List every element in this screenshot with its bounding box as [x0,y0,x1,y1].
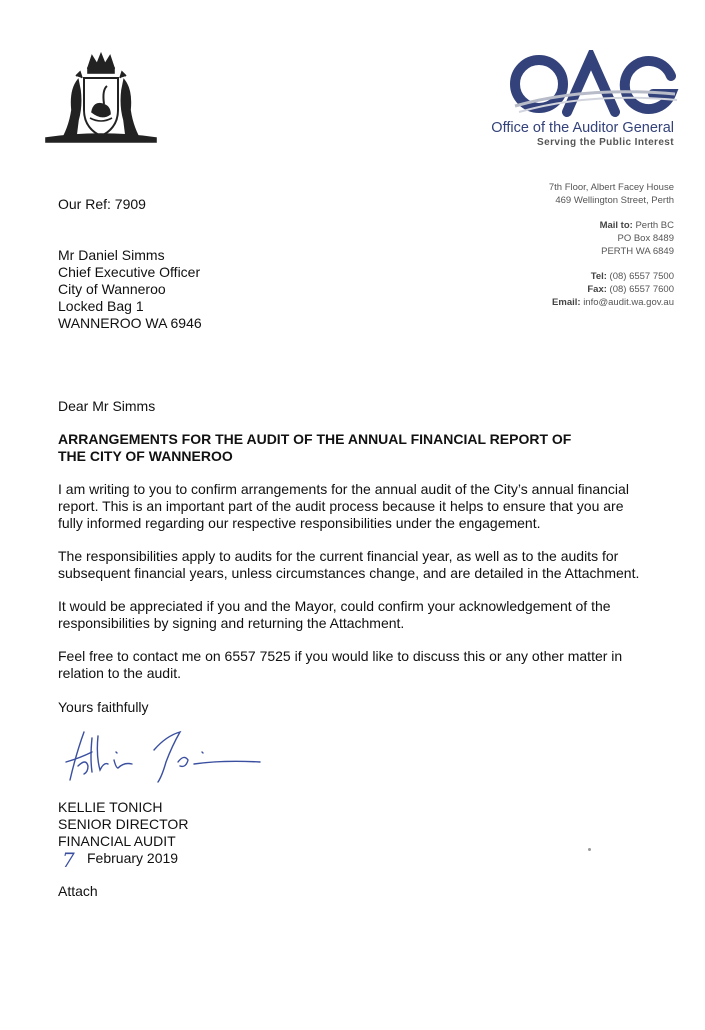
tagline: Serving the Public Interest [537,137,674,148]
signatory-block [58,799,188,850]
contact-numbers [552,270,674,309]
signatory-title: SENIOR DIRECTOR [58,816,189,832]
office-address: 7th Floor, Albert Facey House 469 Wellington Street, Perth [548,182,674,206]
email: Email: info@audit.wa.gov.au [552,297,674,308]
paragraph-4: Feel free to contact me on 6557 7525 if you would like to discuss this or any other matter in relation to the audit. [58,648,623,681]
office-name: Office of the Auditor General [491,120,674,136]
tel: Tel: (08) 6557 7500 [590,271,674,282]
scan-speck [588,848,591,851]
letter-date: February 2019 [87,850,179,866]
paragraph-3: It would be appreciated if you and the Mayor, could confirm your acknowledgement of the responsibilities by signing and returning the Attachment. [58,598,611,631]
coat-of-arms-icon [40,50,162,146]
closing: Yours faithfully [58,699,149,715]
attachment-note: Attach [58,883,98,899]
handwritten-day: 7 [62,848,75,872]
paragraph-2: The responsibilities apply to audits for the current financial year, as well as to the audits for subsequent financial years, unless circumstances change, and are detailed in the Attachment. [58,548,640,581]
signatory-name: KELLIE TONICH [58,799,163,815]
fax: Fax: (08) 6557 7600 [587,284,674,295]
paragraph-1: I am writing to you to confirm arrangements for the annual audit of the City’s annual financial report. This is an important part of the audit process because it helps to ensure that you are fully informed regarding our respective responsibilities under the engagement. [58,481,629,531]
our-reference: Our Ref: 7909 [58,196,146,212]
handwritten-signature-icon [62,728,267,788]
mail-address: Mail to: Perth BC PO Box 8489 PERTH WA 6849 [599,220,674,257]
subject-heading: ARRANGEMENTS FOR THE AUDIT OF THE ANNUAL FINANCIAL REPORT OF THE CITY OF WANNEROO [58,431,572,464]
recipient-address: Mr Daniel Simms Chief Executive Officer City of Wanneroo Locked Bag 1 WANNEROO WA 6946 [58,247,202,331]
salutation: Dear Mr Simms [58,398,156,414]
oag-logo-icon [505,50,680,122]
signatory-department: FINANCIAL AUDIT [58,833,176,849]
